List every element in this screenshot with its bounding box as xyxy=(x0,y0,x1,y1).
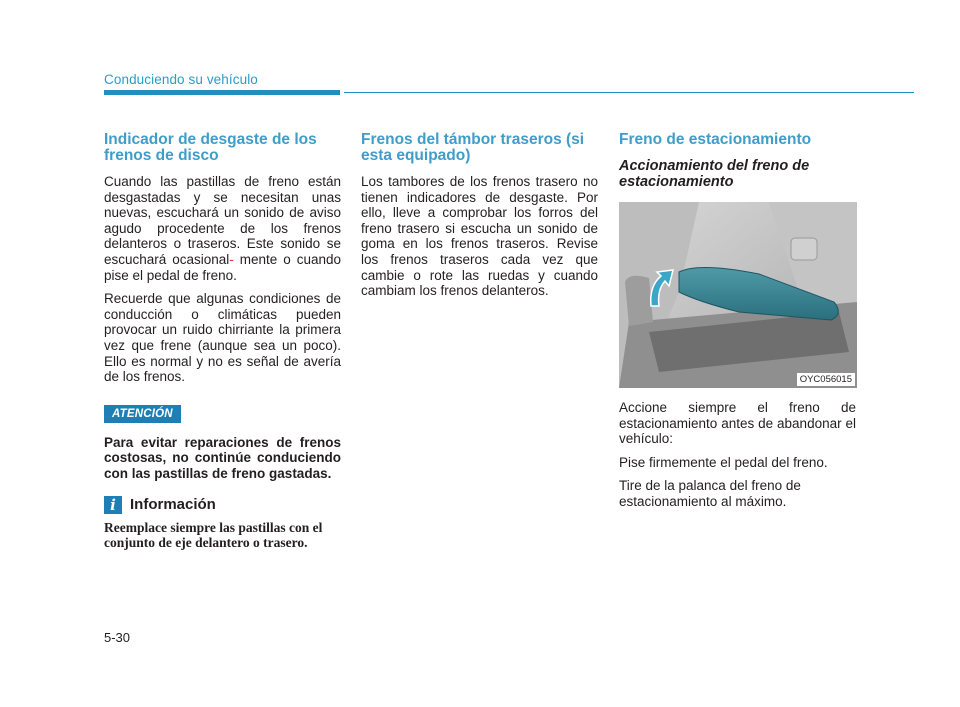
hyphen-mark: - xyxy=(229,251,234,267)
paragraph-pull-lever: Tire de la palanca del freno de estacionamiento al máximo. xyxy=(619,478,801,509)
column-rear-drum-brakes xyxy=(361,132,598,307)
section-title: Conduciendo su vehículo xyxy=(104,72,258,87)
header-rule-thin xyxy=(344,92,914,93)
info-icon: i xyxy=(104,496,122,514)
paragraph-wear-sound-end: mente o cuando pise el pedal de freno. xyxy=(104,251,341,283)
column-parking-brake xyxy=(619,132,856,518)
image-code-label: OYC056015 xyxy=(797,373,855,386)
paragraph-wear-sound-main: Cuando las pastillas de freno están desgastadas y se necesitan unas nuevas, escuchará un sonido de aviso agudo procedente de los frenos delanteros o traseros. Este sonido se escuchará ocasional xyxy=(104,174,341,267)
column-disc-brake-wear xyxy=(104,132,341,551)
paragraph-press-pedal: Pise firmemente el pedal del freno. xyxy=(619,454,828,470)
caution-badge: ATENCIÓN xyxy=(104,405,181,423)
info-header xyxy=(104,496,341,514)
paragraph-squeal-note: Recuerde que algunas condiciones de conducción o climáticas pueden provocar un ruido chirriante la primera vez que frene (aunque sea un poco). Ello es normal y no es señal de avería de los frenos. xyxy=(104,291,341,385)
header-rule-thick xyxy=(104,90,340,95)
heading-parking-brake: Freno de estacionamiento xyxy=(619,131,812,148)
info-text: Reemplace siempre las pastillas con el conjunto de eje delantero o trasero. xyxy=(104,519,323,551)
paragraph-drum-brakes: Los tambores de los frenos trasero no tienen indicadores de desgaste. Por ello, lleve a comprobar los forros del freno trasero si escucha un sonido de goma en los frenos traseros. Revise los frenos traseros cada vez que cambie o rote las ruedas y cuando cambiam los frenos delanteros. xyxy=(361,174,598,299)
page-number: 5-30 xyxy=(104,630,131,645)
paragraph-apply-before-leaving: Accione siempre el freno de estacionamiento antes de abandonar el vehículo: xyxy=(619,400,856,447)
heading-disc-wear-indicator: Indicador de desgaste de los frenos de disco xyxy=(104,131,317,164)
subheading-parking-brake-operation: Accionamiento del freno de estacionamiento xyxy=(619,158,810,190)
parking-brake-photo xyxy=(619,202,857,388)
info-title: Información xyxy=(130,496,216,513)
pull-up-arrow-icon xyxy=(645,268,675,308)
paragraph-wear-sound xyxy=(104,174,341,283)
caution-text: Para evitar reparaciones de frenos costosas, no continúe conduciendo con las pastillas de freno gastadas. xyxy=(104,434,341,481)
heading-rear-drum-brakes: Frenos del támbor traseros (si esta equipado) xyxy=(361,131,585,164)
